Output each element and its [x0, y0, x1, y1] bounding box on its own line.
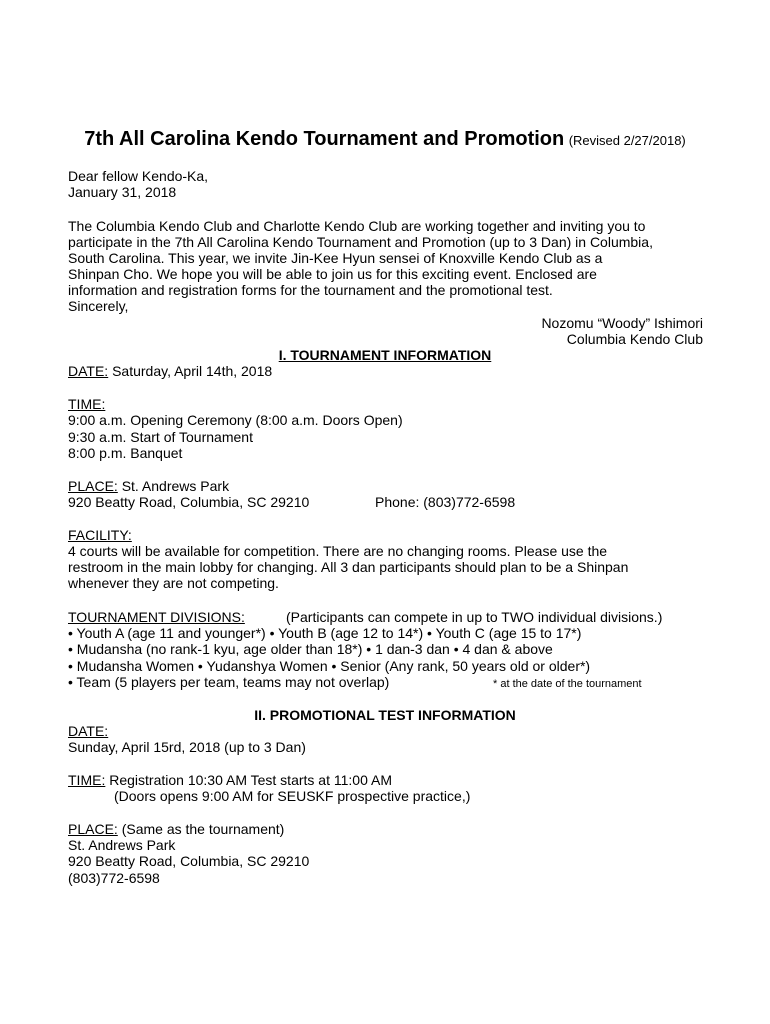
letter-closing: Sincerely,: [68, 298, 129, 314]
promotion-time: [68, 772, 392, 788]
facility-line: restroom in the main lobby for changing. All 3 dan participants should plan to be a Shinpan: [68, 559, 629, 575]
tournament-place-label: PLACE:: [68, 478, 118, 494]
division-line: • Mudansha Women • Yudanshya Women • Senior (Any rank, 50 years old or older*): [68, 658, 591, 674]
promotion-date-value: Sunday, April 15rd, 2018 (up to 3 Dan): [68, 739, 306, 755]
tournament-heading: I. TOURNAMENT INFORMATION: [278, 347, 492, 363]
division-line: • Youth A (age 11 and younger*) • Youth B (age 12 to 14*) • Youth C (age 15 to 17*): [68, 625, 582, 641]
title-revised: (Revised 2/27/2018): [568, 133, 686, 148]
promotion-place-line: 920 Beatty Road, Columbia, SC 29210: [68, 853, 310, 869]
tournament-time-line: 9:00 a.m. Opening Ceremony (8:00 a.m. Doors Open): [68, 412, 403, 428]
divisions-footnote: * at the date of the tournament: [493, 678, 642, 690]
signer-name: Nozomu “Woody” Ishimori: [541, 315, 703, 331]
letter-body-line: The Columbia Kendo Club and Charlotte Kendo Club are working together and inviting you to: [68, 218, 646, 234]
title-main: 7th All Carolina Kendo Tournament and Promotion: [84, 128, 565, 150]
tournament-place: [68, 478, 229, 494]
promotion-place-value: (Same as the tournament): [117, 821, 285, 837]
promotion-time-label: TIME:: [68, 772, 106, 788]
letter-body-line: information and registration forms for the tournament and the promotional test.: [68, 282, 553, 298]
tournament-time-label: TIME:: [68, 396, 106, 412]
promotion-place-line: St. Andrews Park: [68, 837, 176, 853]
tournament-time-line: 8:00 p.m. Banquet: [68, 445, 183, 461]
tournament-date-value: Saturday, April 14th, 2018: [108, 363, 273, 379]
letter-date: January 31, 2018: [68, 184, 177, 200]
letter-greeting: Dear fellow Kendo-Ka,: [68, 168, 209, 184]
tournament-date-label: DATE:: [68, 363, 109, 379]
promotion-heading: II. PROMOTIONAL TEST INFORMATION: [254, 707, 516, 723]
promotion-time-note: (Doors opens 9:00 AM for SEUSKF prospective practice,): [114, 788, 471, 804]
division-line: • Mudansha (no rank-1 kyu, age older than 18*) • 1 dan-3 dan • 4 dan & above: [68, 641, 553, 657]
facility-line: whenever they are not competing.: [68, 575, 279, 591]
promotion-place: [68, 821, 284, 837]
promotion-place-label: PLACE:: [68, 821, 118, 837]
document-title: [0, 128, 770, 151]
tournament-place-name: St. Andrews Park: [117, 478, 230, 494]
promotion-place-line: (803)772-6598: [68, 870, 160, 886]
division-line: • Team (5 players per team, teams may not overlap): [68, 674, 390, 690]
divisions-label: TOURNAMENT DIVISIONS:: [68, 609, 245, 625]
tournament-date: [68, 363, 272, 379]
letter-body-line: participate in the 7th All Carolina Kendo Tournament and Promotion (up to 3 Dan) in Columbia,: [68, 234, 653, 250]
letter-body-line: Shinpan Cho. We hope you will be able to join us for this exciting event. Enclosed are: [68, 266, 597, 282]
facility-label: FACILITY:: [68, 527, 132, 543]
tournament-place-address: 920 Beatty Road, Columbia, SC 29210: [68, 494, 310, 510]
divisions-note: (Participants can compete in up to TWO individual divisions.): [286, 609, 663, 625]
facility-line: 4 courts will be available for competition. There are no changing rooms. Please use the: [68, 543, 608, 559]
signer-org: Columbia Kendo Club: [566, 331, 703, 347]
letter-body-line: South Carolina. This year, we invite Jin-Kee Hyun sensei of Knoxville Kendo Club as a: [68, 250, 603, 266]
promotion-time-value: Registration 10:30 AM Test starts at 11:00 AM: [105, 772, 392, 788]
tournament-place-phone: Phone: (803)772-6598: [375, 494, 516, 510]
tournament-time-line: 9:30 a.m. Start of Tournament: [68, 429, 253, 445]
promotion-date-label: DATE:: [68, 723, 109, 739]
